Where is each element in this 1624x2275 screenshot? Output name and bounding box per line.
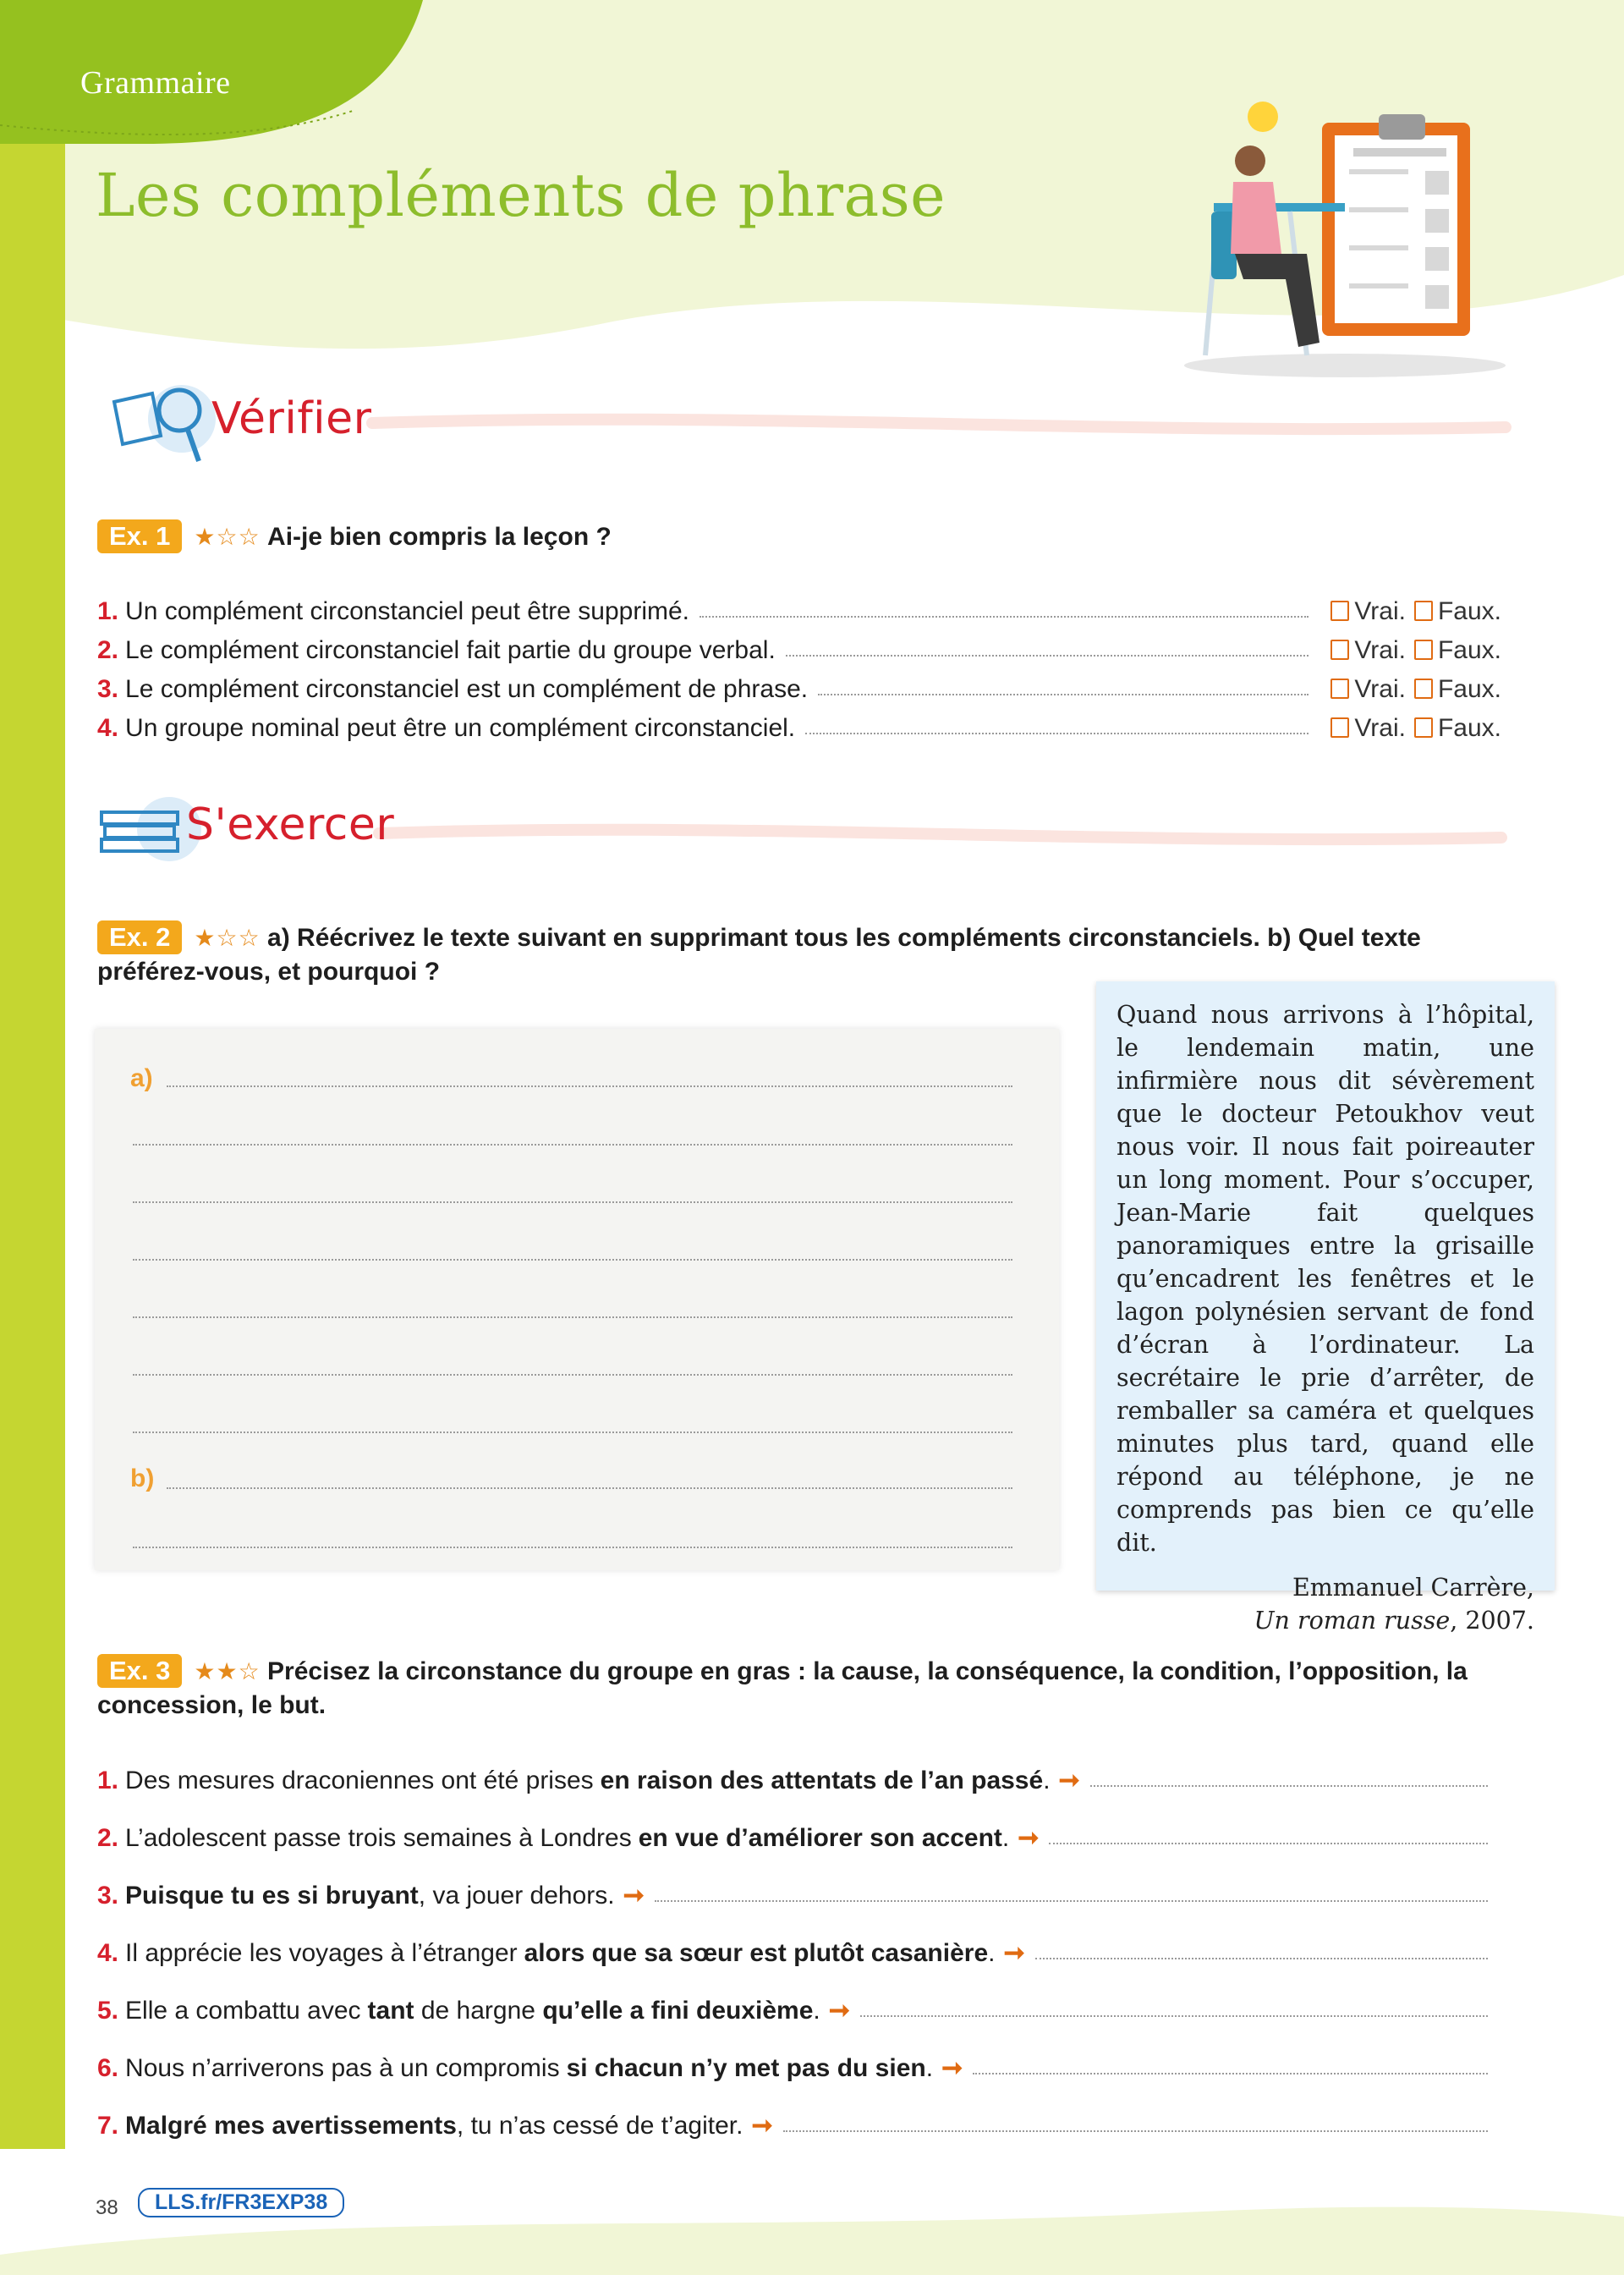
vrai-checkbox[interactable]	[1330, 679, 1349, 699]
answer-line[interactable]	[1090, 1785, 1488, 1787]
answer-line[interactable]	[1049, 1843, 1488, 1844]
ex3-item	[97, 2107, 1501, 2140]
page-title: Les compléments de phrase	[96, 161, 946, 230]
verifier-title: Vérifier	[211, 393, 372, 444]
ex3-item	[97, 1934, 1501, 1968]
answer-line[interactable]	[133, 1144, 1012, 1146]
ex3-heading	[97, 1654, 1510, 1723]
vrai-checkbox[interactable]	[1330, 717, 1349, 738]
answer-line[interactable]	[167, 1487, 1012, 1489]
ex2-instruction: a) Réécrivez le texte suivant en supprimant tous les compléments circonstanciels. b) Quel texte préférez-vous, et pourquoi ?	[97, 924, 1421, 986]
quote-box	[1096, 981, 1555, 1635]
item-text: .	[988, 1939, 996, 1967]
item-text: Le complément circonstanciel est un complément de phrase.	[125, 675, 809, 703]
dotted-leader	[805, 733, 1309, 734]
faux-checkbox[interactable]	[1414, 640, 1433, 660]
work-title: Un roman russe	[1254, 1607, 1451, 1635]
ex1-item	[97, 670, 1501, 704]
faux-label: Faux.	[1437, 597, 1501, 625]
answer-line[interactable]	[167, 1085, 1012, 1087]
vrai-label: Vrai.	[1354, 597, 1406, 625]
item-bold: qu’elle a fini deuxième	[542, 1997, 814, 2025]
arrow-icon: ➞	[941, 2054, 963, 2082]
item-number: 3.	[97, 1882, 119, 1910]
ex3-item	[97, 1992, 1501, 2025]
item-number: 2.	[97, 1824, 119, 1852]
item-text: de hargne	[414, 1997, 543, 2025]
item-number: 1.	[97, 1767, 119, 1794]
ex3-item	[97, 1877, 1501, 1910]
answer-line[interactable]	[133, 1547, 1012, 1548]
ex1-title: Ai-je bien compris la leçon ?	[267, 523, 612, 551]
item-text: Un complément circonstanciel peut être supprimé.	[125, 597, 690, 625]
item-text: Il apprécie les voyages à l’étranger	[125, 1939, 518, 1967]
item-text: Le complément circonstanciel fait partie du groupe verbal.	[125, 636, 776, 664]
author-name: Emmanuel Carrère,	[1292, 1574, 1534, 1602]
item-text: , tu n’as cessé de t’agiter.	[456, 2112, 743, 2140]
item-number: 4.	[97, 1939, 119, 1967]
answer-paper	[95, 1029, 1059, 1570]
dotted-leader	[700, 616, 1309, 618]
item-number: 2.	[97, 636, 119, 664]
footer-link[interactable]: LLS.fr/FR3EXP38	[138, 2188, 344, 2217]
vrai-label: Vrai.	[1354, 714, 1406, 742]
answer-line[interactable]	[860, 2015, 1488, 2017]
answer-label-a: a)	[130, 1064, 153, 1092]
faux-checkbox[interactable]	[1414, 717, 1433, 738]
answer-line[interactable]	[133, 1201, 1012, 1203]
answer-line[interactable]	[133, 1316, 1012, 1318]
magnifier-book-icon	[114, 385, 216, 461]
item-text: L’adolescent passe trois semaines à Londres	[125, 1824, 632, 1852]
faux-checkbox[interactable]	[1414, 601, 1433, 621]
item-bold: en vue d’améliorer son accent	[638, 1824, 1002, 1852]
answer-line[interactable]	[783, 2130, 1488, 2132]
answer-line[interactable]	[133, 1374, 1012, 1376]
answer-line[interactable]	[133, 1431, 1012, 1433]
ex3-stars: ★★☆	[194, 1658, 261, 1684]
arrow-icon: ➞	[1003, 1939, 1025, 1967]
ex2-heading	[97, 920, 1510, 989]
item-text: Des mesures draconiennes ont été prises	[125, 1767, 594, 1794]
ex2-stars: ★☆☆	[194, 925, 261, 951]
section-label: Grammaire	[80, 65, 231, 101]
arrow-icon: ➞	[1058, 1767, 1080, 1794]
page-number: 38	[96, 2196, 118, 2219]
ex1-item	[97, 631, 1501, 665]
answer-line[interactable]	[1035, 1958, 1488, 1959]
item-number: 7.	[97, 2112, 119, 2140]
item-bold: alors que sa sœur est plutôt casanière	[524, 1939, 989, 1967]
item-number: 6.	[97, 2054, 119, 2082]
item-text: Un groupe nominal peut être un complément circonstanciel.	[125, 714, 796, 742]
item-text: Nous n’arriverons pas à un compromis	[125, 2054, 560, 2082]
item-number: 5.	[97, 1997, 119, 2025]
ex2-badge: Ex. 2	[97, 920, 182, 954]
work-year: , 2007.	[1450, 1607, 1534, 1635]
item-bold: tant	[367, 1997, 414, 2025]
item-text: , va jouer dehors.	[418, 1882, 615, 1910]
exercer-title: S'exercer	[186, 800, 395, 850]
item-text: .	[925, 2054, 934, 2082]
arrow-icon: ➞	[828, 1997, 850, 2025]
arrow-icon: ➞	[623, 1882, 645, 1910]
item-bold: Malgré mes avertissements	[125, 2112, 457, 2140]
answer-line[interactable]	[133, 1259, 1012, 1261]
ex3-item	[97, 1761, 1501, 1795]
vrai-checkbox[interactable]	[1330, 640, 1349, 660]
item-number: 4.	[97, 714, 119, 742]
quote-text: Quand nous arrivons à l’hôpital, le lendemain matin, une infirmière nous dit sévèrement que le docteur Petoukhov veut nous voir. Il nous fait poireauter un long moment. Pour s’occuper, Jean-Marie fait quelques panoramiques entre la grisaille qu’encadrent les fenêtres et le lagon polynésien servant de fond d’écran à l’ordinateur. La secrétaire le prie d’arrêter, de remballer sa caméra et quelques minutes plus tard, quand elle répond au téléphone, je ne comprends pas bien ce qu’elle dit.	[1116, 1001, 1534, 1557]
ex1-item	[97, 592, 1501, 626]
arrow-icon: ➞	[751, 2112, 773, 2140]
item-text: .	[1043, 1767, 1051, 1794]
ex1-stars: ★☆☆	[194, 524, 261, 550]
item-text: .	[1001, 1824, 1010, 1852]
dotted-leader	[818, 694, 1309, 695]
quote-author	[1116, 1571, 1534, 1637]
ex3-item	[97, 2049, 1501, 2083]
item-bold: si chacun n’y met pas du sien	[566, 2054, 926, 2082]
item-text: .	[813, 1997, 820, 2025]
item-text: Elle a combattu avec	[125, 1997, 361, 2025]
ex3-badge: Ex. 3	[97, 1654, 182, 1688]
arrow-icon: ➞	[1018, 1824, 1040, 1852]
item-number: 1.	[97, 597, 119, 625]
faux-label: Faux.	[1437, 675, 1501, 703]
faux-label: Faux.	[1437, 714, 1501, 742]
item-bold: en raison des attentats de l’an passé	[600, 1767, 1044, 1794]
answer-line[interactable]	[973, 2073, 1488, 2074]
answer-line[interactable]	[655, 1900, 1488, 1902]
vrai-label: Vrai.	[1354, 636, 1406, 664]
item-number: 3.	[97, 675, 119, 703]
ex1-badge: Ex. 1	[97, 519, 182, 553]
faux-label: Faux.	[1437, 636, 1501, 664]
ex3-instruction: Précisez la circonstance du groupe en gras : la cause, la conséquence, la condition, l’opposition, la concession, le but.	[97, 1657, 1468, 1719]
ex1-item	[97, 709, 1501, 743]
dotted-leader	[786, 655, 1309, 657]
ex1-heading	[97, 519, 612, 554]
item-bold: Puisque tu es si bruyant	[125, 1882, 419, 1910]
ex3-item	[97, 1819, 1501, 1853]
answer-label-b: b)	[130, 1464, 155, 1492]
vrai-label: Vrai.	[1354, 675, 1406, 703]
vrai-checkbox[interactable]	[1330, 601, 1349, 621]
faux-checkbox[interactable]	[1414, 679, 1433, 699]
